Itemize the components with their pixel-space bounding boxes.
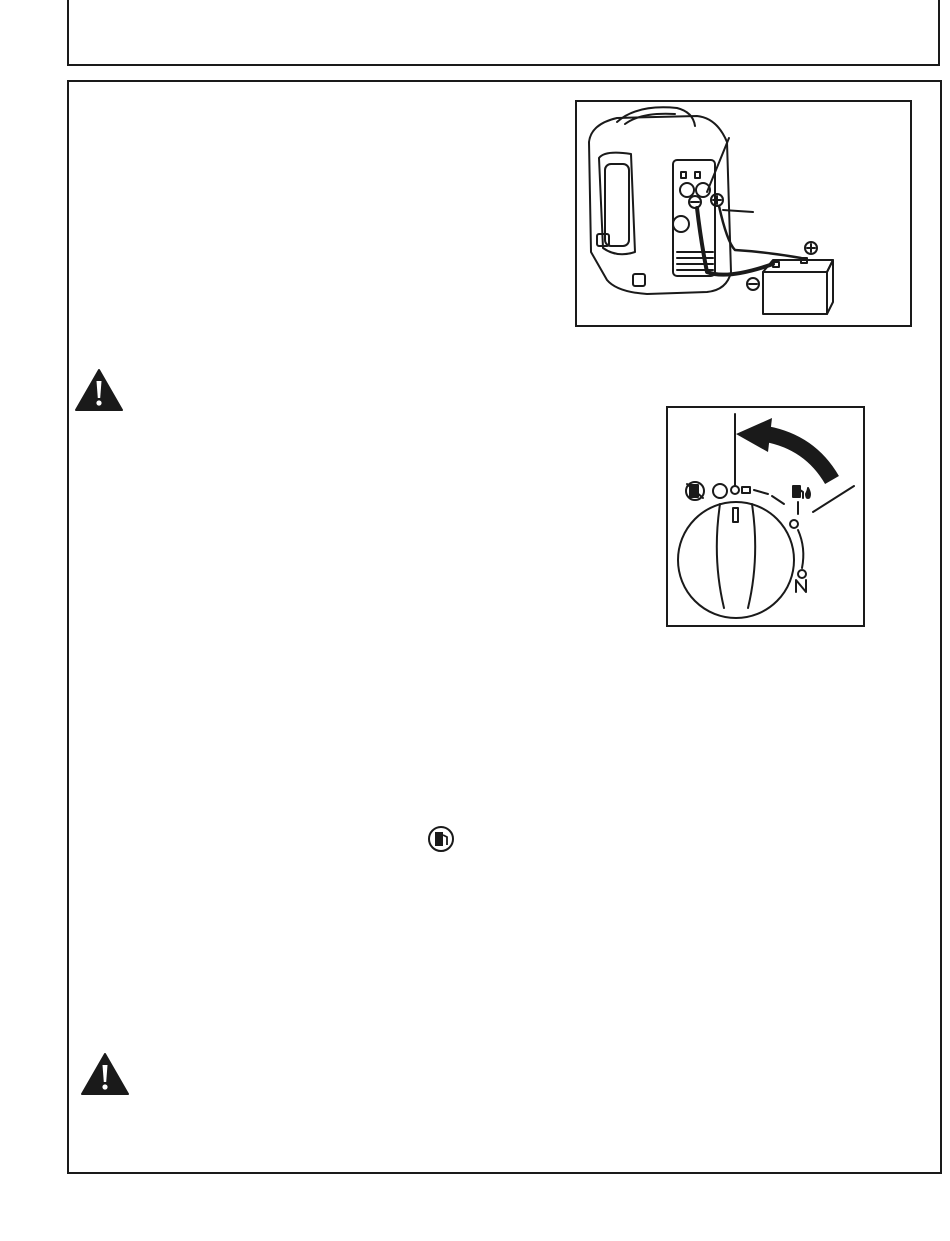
header-frame xyxy=(67,0,940,66)
warning-triangle-icon xyxy=(74,368,124,412)
fuel-pump-icon xyxy=(426,824,456,854)
warning-triangle-icon xyxy=(80,1052,130,1096)
battery-connection-figure xyxy=(575,100,912,327)
choke-dial-figure xyxy=(666,406,865,627)
generator-battery-illustration xyxy=(577,102,910,325)
choke-dial-illustration xyxy=(668,408,863,625)
